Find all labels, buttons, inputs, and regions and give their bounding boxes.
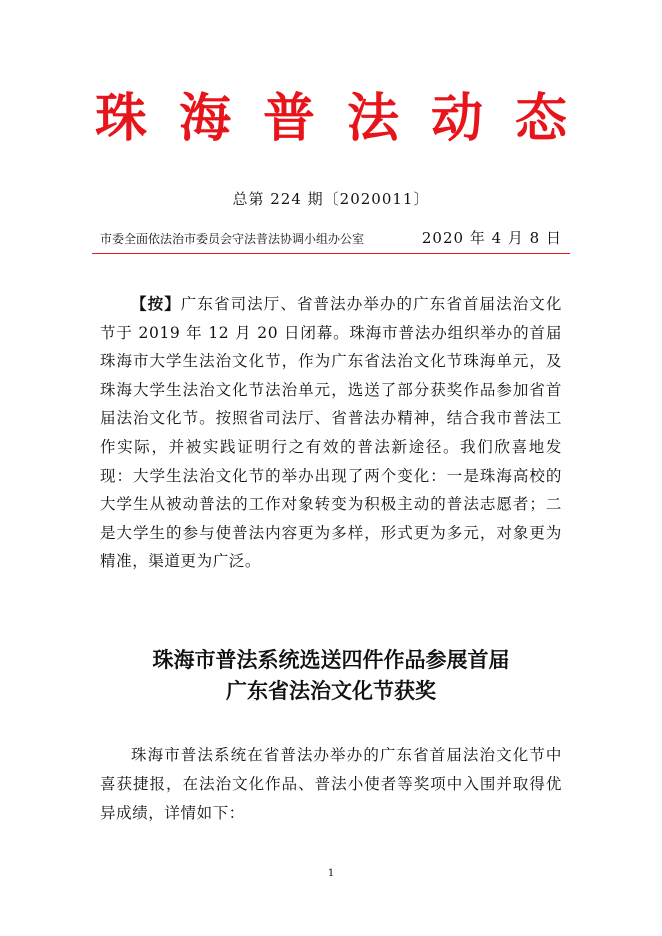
editor-note xyxy=(100,290,562,576)
issuing-office: 市委全面依法治市委员会守法普法协调小组办公室 xyxy=(100,232,365,246)
headline-line-2: 广东省法治文化节获奖 xyxy=(226,678,436,703)
red-divider xyxy=(92,253,570,254)
headline-line-1: 珠海市普法系统选送四件作品参展首届 xyxy=(152,647,510,672)
issue-number: 总第 224 期〔2020011〕 xyxy=(232,190,430,208)
editor-note-text: 广东省司法厅、省普法办举办的广东省首届法治文化节于 2019 年 12 月 20 日闭幕。珠海市普法办组织举办的首届珠海市大学生法治文化节，作为广东省法治文化节珠海单元，及珠海大学生法治文化节法治单元，选送了部分获奖作品参加省首届法治文化节。按照省司法厅、省普法办精神，结合我市普法工作实际，并被实践证明行之有效的普法新途径。我们欣喜地发现：大学生法治文化节的举办出现了两个变化：一是珠海高校的大学生从被动普法的工作对象转变为积极主动的普法志愿者；二是大学生的参与使普法内容更为多样，形式更为多元，对象更为精准，渠道更为广泛。 xyxy=(100,295,562,571)
article-headline xyxy=(60,644,602,706)
page-number: 1 xyxy=(327,868,335,879)
masthead-title: 珠海普法动态 xyxy=(94,88,599,149)
article-body: 珠海市普法系统在省普法办举办的广东省首届法治文化节中喜获捷报，在法治文化作品、普法小使者等奖项中入围并取得优异成绩，详情如下： xyxy=(100,746,562,822)
editor-note-tag: 【按】 xyxy=(131,294,181,313)
issue-date: 2020 年 4 月 8 日 xyxy=(421,229,562,247)
